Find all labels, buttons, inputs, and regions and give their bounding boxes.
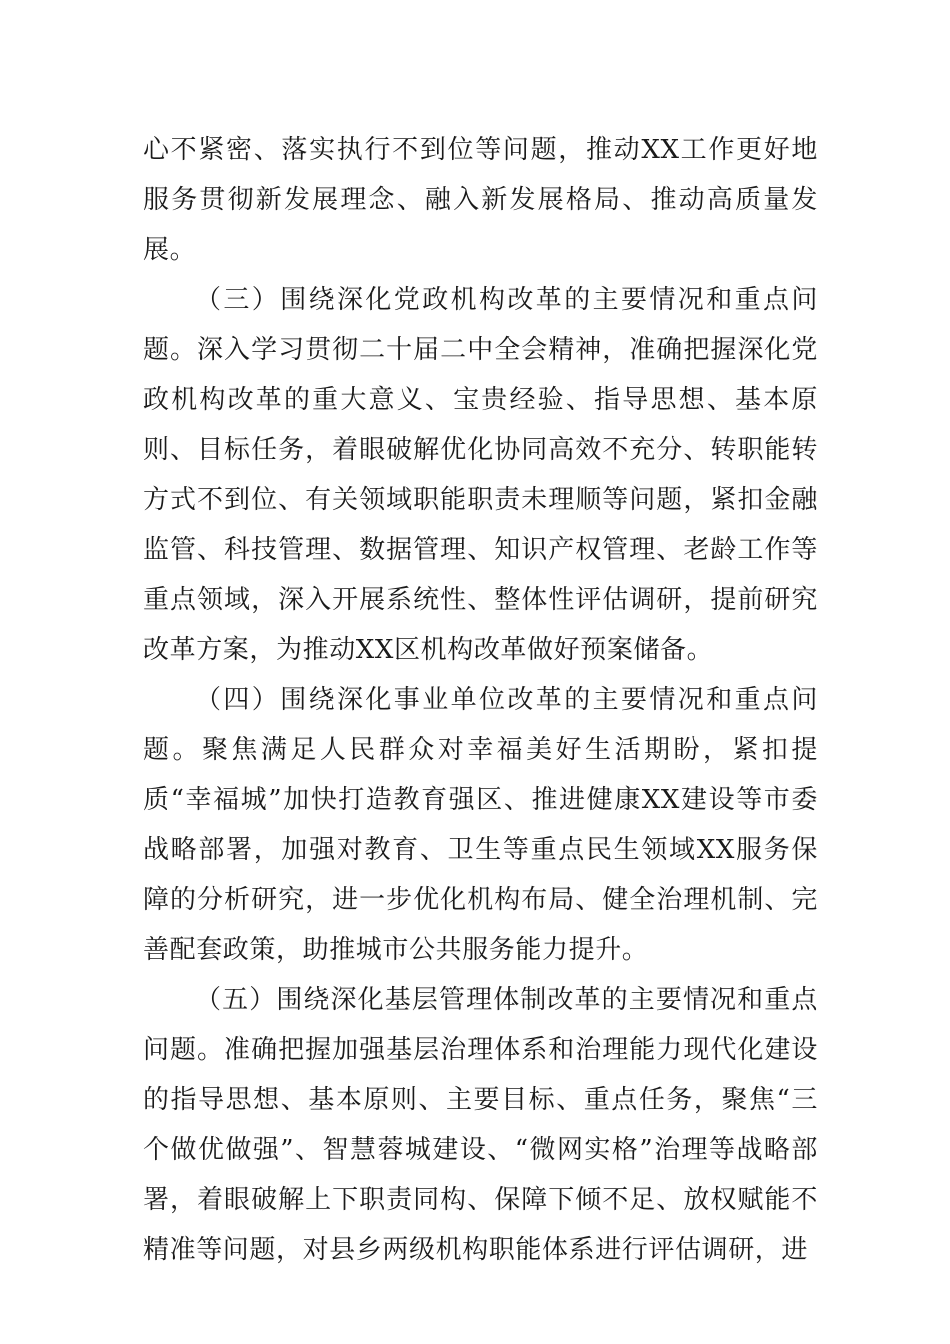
document-body bbox=[143, 125, 818, 1275]
paragraph-section-four: （四）围绕深化事业单位改革的主要情况和重点问题。聚焦满足人民群众对幸福美好生活期盼，紧扣提质“幸福城”加快打造教育强区、推进健康XX建设等市委战略部署，加强对教育、卫生等重点民生领域XX服务保障的分析研究，进一步优化机构布局、健全治理机制、完善配套政策，助推城市公共服务能力提升。 bbox=[143, 685, 818, 965]
paragraph-continuation: 心不紧密、落实执行不到位等问题，推动XX工作更好地服务贯彻新发展理念、融入新发展格局、推动高质量发展。 bbox=[143, 135, 818, 265]
paragraph-section-three: （三）围绕深化党政机构改革的主要情况和重点问题。深入学习贯彻二十届二中全会精神，准确把握深化党政机构改革的重大意义、宝贵经验、指导思想、基本原则、目标任务，着眼破解优化协同高效不充分、转职能转方式不到位、有关领域职能职责未理顺等问题，紧扣金融监管、科技管理、数据管理、知识产权管理、老龄工作等重点领域，深入开展系统性、整体性评估调研，提前研究改革方案，为推动XX区机构改革做好预案储备。 bbox=[143, 285, 818, 665]
paragraph-section-five: （五）围绕深化基层管理体制改革的主要情况和重点问题。准确把握加强基层治理体系和治理能力现代化建设的指导思想、基本原则、主要目标、重点任务，聚焦“三个做优做强”、智慧蓉城建设、“微网实格”治理等战略部署，着眼破解上下职责同构、保障下倾不足、放权赋能不精准等问题，对县乡两级机构职能体系进行评估调研，进 bbox=[143, 985, 818, 1265]
